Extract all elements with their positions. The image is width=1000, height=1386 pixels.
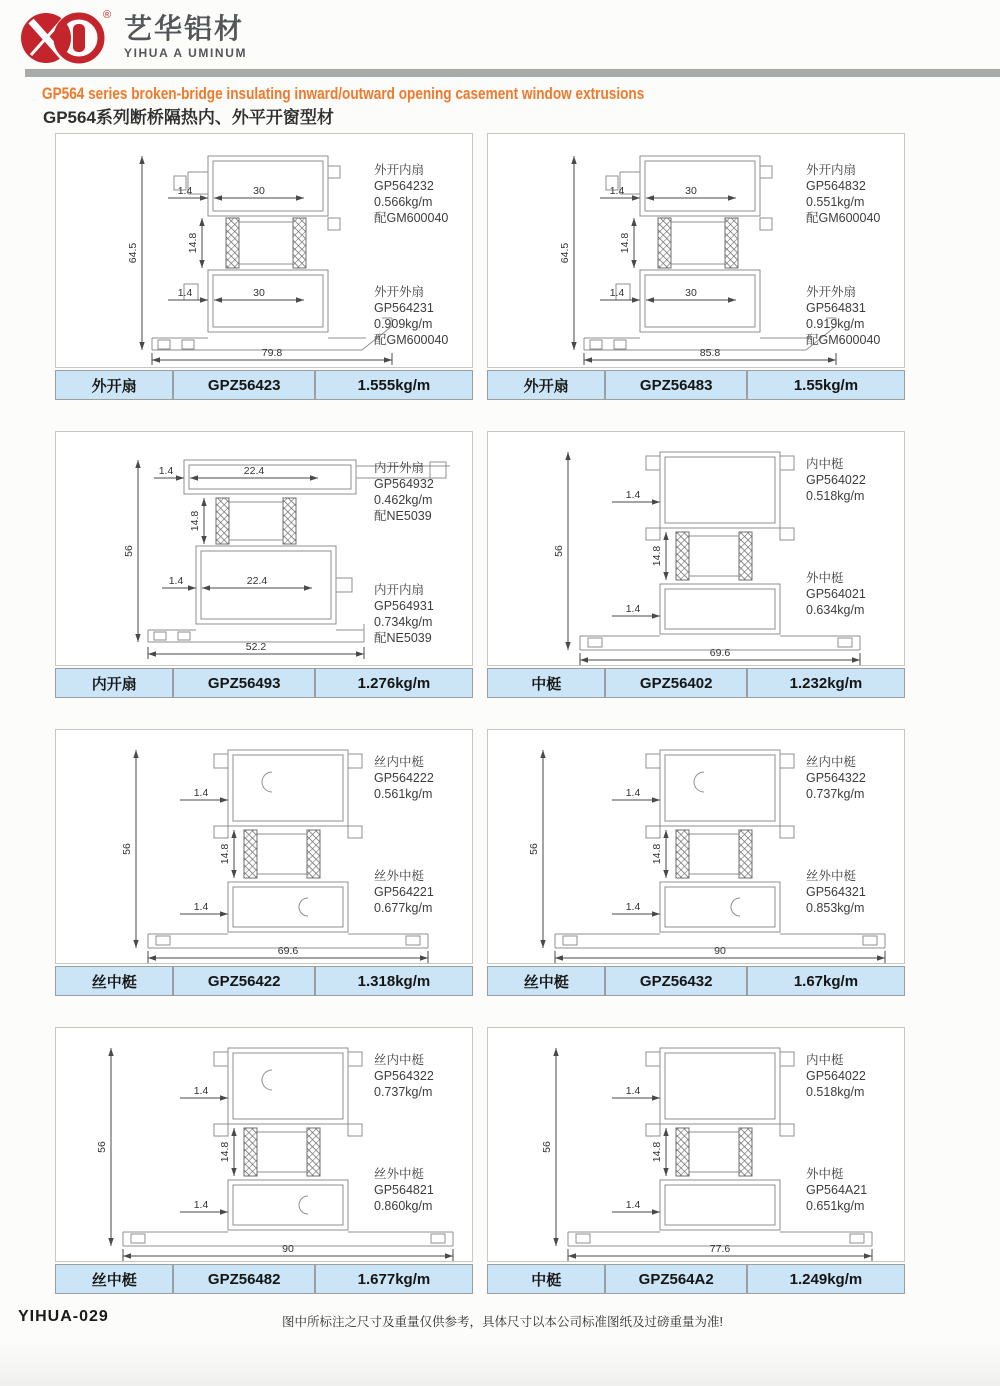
annotation-part-detail: 配GM600040	[806, 211, 881, 225]
annotation-part-detail: 配NE5039	[374, 631, 432, 645]
annotation-part-detail: 0.561kg/m	[374, 787, 433, 801]
svg-text:22.4: 22.4	[243, 465, 265, 477]
annotation-part-code: GP564831	[806, 301, 866, 315]
svg-text:52.2: 52.2	[245, 641, 267, 653]
part-code: GPZ56422	[172, 967, 313, 995]
part-name: 丝中梃	[91, 1271, 137, 1289]
spec-table-row	[487, 1264, 905, 1294]
svg-text:56: 56	[96, 1141, 108, 1153]
part-weight: 1.67kg/m	[746, 967, 904, 995]
svg-text:1.4: 1.4	[609, 287, 625, 299]
registered-mark: ®	[102, 9, 112, 21]
profiles-grid	[55, 133, 905, 1294]
svg-text:14.8: 14.8	[651, 545, 663, 567]
annotation-block-outer	[806, 570, 904, 618]
part-name: 内开扇	[91, 675, 137, 693]
annotation-block-inner	[374, 754, 472, 802]
annotation-block-inner	[806, 754, 904, 802]
profile-panel	[487, 1027, 905, 1294]
profile-panel	[487, 431, 905, 698]
annotation-part-detail: 0.462kg/m	[374, 493, 433, 507]
annotation-part-detail: 0.566kg/m	[374, 195, 433, 209]
series-title-english: GP564 series broken-bridge insulating inward/outward opening casement window extrusions	[42, 84, 645, 103]
spec-table-row	[487, 370, 905, 400]
profile-panel	[55, 431, 473, 698]
part-weight: 1.232kg/m	[746, 669, 904, 697]
annotation-block-outer	[806, 1166, 904, 1214]
part-code: GPZ56483	[604, 371, 745, 399]
svg-text:1.4: 1.4	[168, 575, 184, 587]
svg-text:64.5: 64.5	[559, 242, 571, 264]
part-weight: 1.555kg/m	[314, 371, 472, 399]
svg-text:1.4: 1.4	[625, 603, 641, 615]
spec-table-row	[55, 668, 473, 698]
annotation-part-code: GP564322	[806, 771, 866, 785]
annotation-part-title: 丝内中梃	[806, 755, 857, 769]
logo-english-name: YIHUA A UMINUM	[124, 46, 248, 60]
disclaimer-note: 图中所标注之尺寸及重量仅供参考，具体尺寸以本公司标准图纸及过磅重量为准!	[282, 1315, 723, 1329]
part-name: 中梃	[531, 675, 562, 693]
part-weight: 1.677kg/m	[314, 1265, 472, 1293]
annotation-part-detail: 0.518kg/m	[806, 489, 865, 503]
svg-text:64.5: 64.5	[127, 242, 139, 264]
annotation-block-inner	[806, 456, 904, 504]
annotation-part-detail: 0.909kg/m	[374, 317, 433, 331]
svg-text:69.6: 69.6	[277, 945, 299, 957]
annotation-part-title: 丝外中梃	[374, 869, 425, 883]
annotation-block-inner	[374, 1052, 472, 1100]
annotation-block-outer	[374, 1166, 472, 1214]
annotation-part-detail: 0.853kg/m	[806, 901, 865, 915]
profile-drawing-area	[487, 729, 905, 964]
svg-text:85.8: 85.8	[699, 347, 721, 359]
annotation-part-detail: 配GM600040	[374, 211, 449, 225]
spec-table-row	[55, 966, 473, 996]
svg-text:56: 56	[541, 1141, 553, 1153]
part-name: 丝中梃	[91, 973, 137, 991]
header-divider-bar	[25, 69, 1000, 77]
profile-drawing-area	[55, 431, 473, 666]
svg-text:1.4: 1.4	[158, 465, 174, 477]
annotation-block-outer	[806, 284, 904, 348]
svg-text:1.4: 1.4	[193, 1199, 209, 1211]
annotation-part-detail: 0.551kg/m	[806, 195, 865, 209]
annotation-part-code: GP564A21	[806, 1183, 868, 1197]
svg-text:14.8: 14.8	[651, 843, 663, 865]
svg-text:1.4: 1.4	[625, 1085, 641, 1097]
part-code: GPZ56402	[604, 669, 745, 697]
profile-drawing-area	[55, 1027, 473, 1262]
svg-text:1.4: 1.4	[193, 787, 209, 799]
annotation-part-code: GP564321	[806, 885, 866, 899]
svg-text:1.4: 1.4	[625, 787, 641, 799]
annotation-part-code: GP564322	[374, 1069, 434, 1083]
svg-text:30: 30	[685, 287, 697, 299]
svg-text:56: 56	[123, 545, 135, 557]
part-weight: 1.318kg/m	[314, 967, 472, 995]
svg-text:1.4: 1.4	[177, 185, 193, 197]
spec-table-row	[487, 668, 905, 698]
profile-panel	[55, 133, 473, 400]
annotation-block-outer	[374, 868, 472, 916]
annotation-part-code: GP564932	[374, 477, 434, 491]
annotation-part-detail: 0.860kg/m	[374, 1199, 433, 1213]
annotation-part-title: 内开内扇	[374, 583, 425, 597]
annotation-part-title: 丝内中梃	[374, 755, 425, 769]
svg-text:22.4: 22.4	[246, 575, 268, 587]
part-code: GPZ564A2	[604, 1265, 745, 1293]
svg-text:30: 30	[685, 185, 697, 197]
annotation-part-title: 丝外中梃	[374, 1167, 425, 1181]
svg-text:69.6: 69.6	[709, 647, 731, 659]
company-logo	[18, 6, 247, 68]
profile-panel	[487, 729, 905, 996]
profile-drawing-area	[487, 133, 905, 368]
annotation-part-detail: 0.737kg/m	[374, 1085, 433, 1099]
part-name: 丝中梃	[523, 973, 569, 991]
part-name: 中梃	[531, 1271, 562, 1289]
annotation-part-detail: 0.677kg/m	[374, 901, 433, 915]
annotation-part-title: 丝外中梃	[806, 869, 857, 883]
annotation-part-title: 外开内扇	[374, 163, 425, 177]
annotation-part-detail: 0.634kg/m	[806, 603, 865, 617]
part-code: GPZ56432	[604, 967, 745, 995]
part-code: GPZ56423	[172, 371, 313, 399]
annotation-part-title: 内开外扇	[374, 461, 425, 475]
svg-text:1.4: 1.4	[625, 489, 641, 501]
spec-table-row	[55, 370, 473, 400]
annotation-part-code: GP564222	[374, 771, 434, 785]
annotation-part-code: GP564021	[806, 587, 866, 601]
annotation-part-code: GP564022	[806, 1069, 866, 1083]
annotation-part-code: GP564821	[374, 1183, 434, 1197]
annotation-block-outer	[374, 582, 472, 646]
svg-text:14.8: 14.8	[651, 1141, 663, 1163]
svg-text:14.8: 14.8	[619, 232, 631, 254]
annotation-part-code: GP564232	[374, 179, 434, 193]
profile-drawing-area	[487, 431, 905, 666]
annotation-block-inner	[374, 460, 472, 524]
svg-text:14.8: 14.8	[219, 843, 231, 865]
annotation-part-title: 外中梃	[806, 1167, 844, 1181]
annotation-part-title: 丝内中梃	[374, 1053, 425, 1067]
part-weight: 1.249kg/m	[746, 1265, 904, 1293]
page-number: YIHUA-029	[18, 1308, 109, 1325]
part-code: GPZ56493	[172, 669, 313, 697]
svg-text:30: 30	[253, 287, 265, 299]
part-name: 外开扇	[523, 377, 569, 395]
profile-panel	[55, 1027, 473, 1294]
profile-drawing-area	[487, 1027, 905, 1262]
annotation-part-title: 外中梃	[806, 571, 844, 585]
profile-drawing-area	[55, 133, 473, 368]
svg-text:14.8: 14.8	[187, 232, 199, 254]
annotation-part-code: GP564022	[806, 473, 866, 487]
svg-text:1.4: 1.4	[625, 901, 641, 913]
profile-panel	[487, 133, 905, 400]
series-title-chinese: GP564系列断桥隔热内、外平开窗型材	[43, 108, 334, 127]
part-weight: 1.55kg/m	[746, 371, 904, 399]
svg-text:56: 56	[528, 843, 540, 855]
svg-text:90: 90	[714, 945, 726, 957]
svg-text:56: 56	[121, 843, 133, 855]
part-weight: 1.276kg/m	[314, 669, 472, 697]
annotation-part-title: 外开外扇	[374, 285, 425, 299]
svg-text:1.4: 1.4	[177, 287, 193, 299]
svg-text:90: 90	[282, 1243, 294, 1255]
logo-mark	[18, 6, 114, 68]
profile-drawing-area	[55, 729, 473, 964]
svg-text:1.4: 1.4	[193, 901, 209, 913]
annotation-part-detail: 0.919kg/m	[806, 317, 865, 331]
part-code: GPZ56482	[172, 1265, 313, 1293]
logo-chinese-name: 艺华铝材	[124, 13, 245, 44]
spec-table-row	[487, 966, 905, 996]
annotation-block-outer	[374, 284, 472, 348]
svg-text:1.4: 1.4	[609, 185, 625, 197]
svg-text:56: 56	[553, 545, 565, 557]
annotation-part-detail: 配GM600040	[374, 333, 449, 347]
profile-panel	[55, 729, 473, 996]
annotation-part-code: GP564231	[374, 301, 434, 315]
annotation-part-detail: 0.518kg/m	[806, 1085, 865, 1099]
logo-text	[124, 15, 247, 59]
annotation-part-detail: 0.737kg/m	[806, 787, 865, 801]
annotation-block-inner	[806, 162, 904, 226]
annotation-part-detail: 配GM600040	[806, 333, 881, 347]
annotation-part-title: 内中梃	[806, 457, 844, 471]
annotation-block-inner	[806, 1052, 904, 1100]
part-name: 外开扇	[91, 377, 137, 395]
svg-text:30: 30	[253, 185, 265, 197]
annotation-part-code: GP564221	[374, 885, 434, 899]
annotation-part-detail: 0.734kg/m	[374, 615, 433, 629]
svg-text:79.8: 79.8	[261, 347, 283, 359]
annotation-part-title: 内中梃	[806, 1053, 844, 1067]
svg-text:14.8: 14.8	[189, 510, 201, 532]
svg-text:1.4: 1.4	[625, 1199, 641, 1211]
spec-table-row	[55, 1264, 473, 1294]
svg-text:1.4: 1.4	[193, 1085, 209, 1097]
annotation-part-code: GP564931	[374, 599, 434, 613]
annotation-part-title: 外开外扇	[806, 285, 857, 299]
svg-text:14.8: 14.8	[219, 1141, 231, 1163]
svg-text:77.6: 77.6	[709, 1243, 731, 1255]
annotation-block-outer	[806, 868, 904, 916]
annotation-part-detail: 配NE5039	[374, 509, 432, 523]
annotation-part-code: GP564832	[806, 179, 866, 193]
annotation-part-title: 外开内扇	[806, 163, 857, 177]
annotation-part-detail: 0.651kg/m	[806, 1199, 865, 1213]
annotation-block-inner	[374, 162, 472, 226]
